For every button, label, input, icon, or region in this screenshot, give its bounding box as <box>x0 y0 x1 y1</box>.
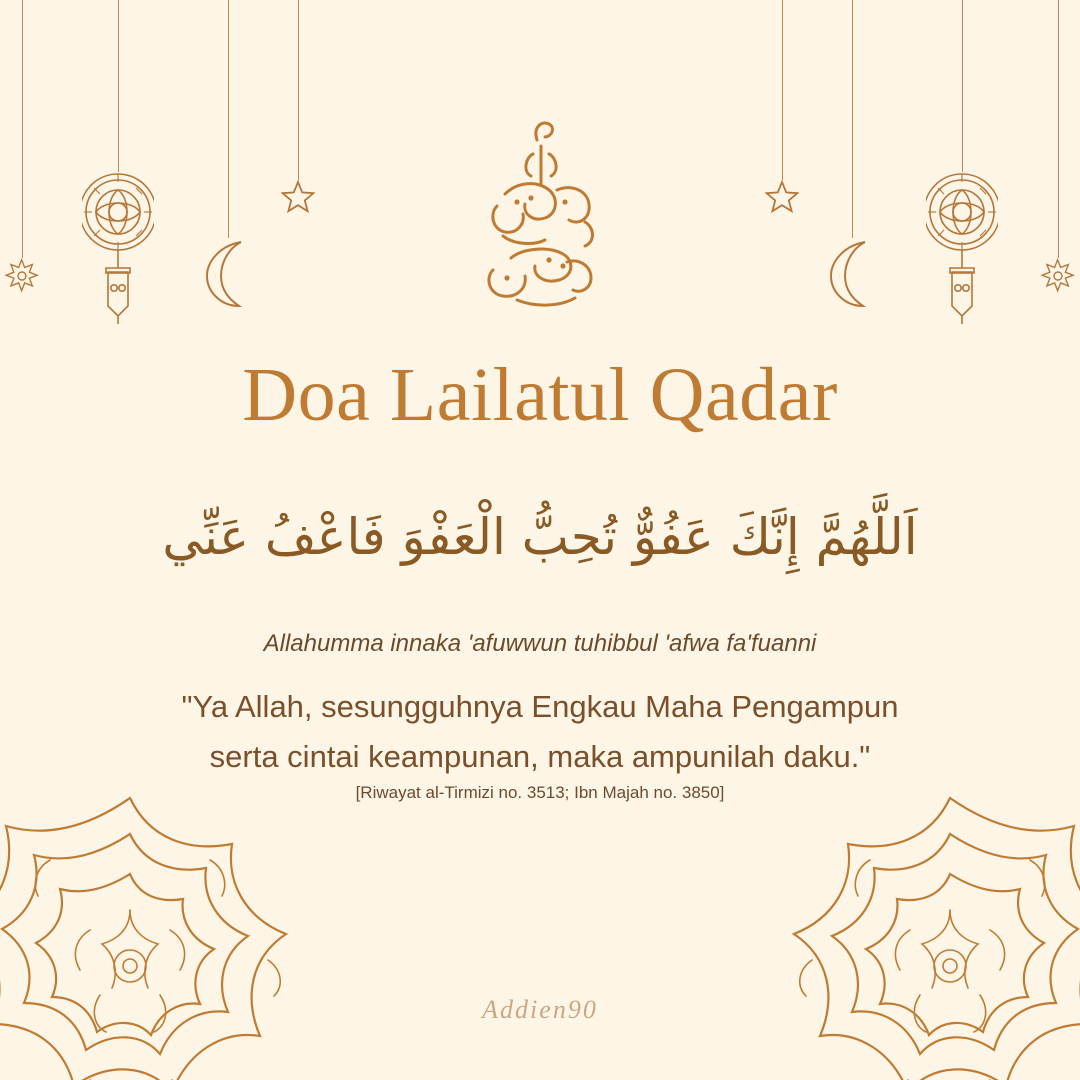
prayer-translation-line-2: serta cintai keampunan, maka ampunilah daku." <box>209 739 871 775</box>
star-8-point-icon <box>1040 258 1076 294</box>
hanging-moon-right <box>821 0 883 310</box>
star-5-point-icon <box>281 180 315 214</box>
hanging-lantern-right <box>926 0 998 340</box>
ramadan-calligraphy-icon <box>445 110 635 325</box>
hanging-star-right <box>765 0 799 214</box>
hanging-star-small <box>4 0 40 294</box>
prayer-arabic-text: اَللَّهُمَّ إِنَّكَ عَفُوٌّ تُحِبُّ الْعَفْوَ فَاعْفُ عَنِّي <box>162 508 918 566</box>
crescent-moon-icon <box>821 238 883 310</box>
lantern-icon <box>82 172 154 340</box>
lantern-icon <box>926 172 998 340</box>
hanging-moon-left <box>197 0 259 310</box>
star-5-point-icon <box>765 180 799 214</box>
crescent-moon-icon <box>197 238 259 310</box>
author-signature: Addien90 <box>482 995 598 1024</box>
mandala-ornament-left <box>0 780 320 1080</box>
hanging-star-left <box>281 0 315 214</box>
mandala-ornament-right <box>760 780 1080 1080</box>
hanging-lantern-left <box>82 0 154 340</box>
hanging-star-small-2 <box>1040 0 1076 294</box>
star-8-point-icon <box>4 258 40 294</box>
prayer-translation <box>0 682 1080 782</box>
prayer-translation-line-1: "Ya Allah, sesungguhnya Engkau Maha Pengampun <box>181 689 899 724</box>
page-title: Doa Lailatul Qadar <box>242 353 838 437</box>
prayer-source-citation: [Riwayat al-Tirmizi no. 3513; Ibn Majah no. 3850] <box>355 783 725 802</box>
prayer-transliteration: Allahumma innaka 'afuwwun tuhibbul 'afwa fa'fuanni <box>263 630 817 657</box>
